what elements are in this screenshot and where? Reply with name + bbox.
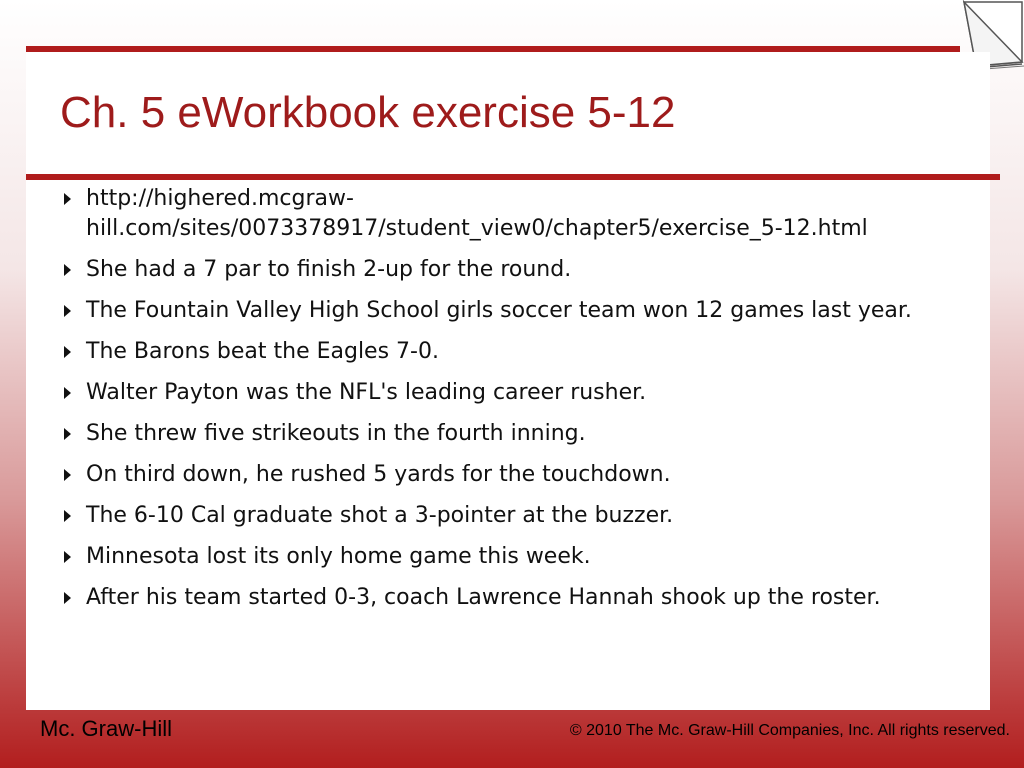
bullet-text: On third down, he rushed 5 yards for the touchdown. xyxy=(86,462,671,487)
triangle-right-icon xyxy=(64,592,71,604)
bullet-item xyxy=(62,501,972,531)
triangle-right-icon xyxy=(64,510,71,522)
bullet-text: The Barons beat the Eagles 7-0. xyxy=(86,339,439,364)
slide-title: Ch. 5 eWorkbook exercise 5-12 xyxy=(60,88,676,137)
bullet-text: After his team started 0-3, coach Lawrence Hannah shook up the roster. xyxy=(86,585,881,610)
title-underline-rule xyxy=(26,174,1000,180)
triangle-right-icon xyxy=(64,264,71,276)
bullet-item xyxy=(62,337,972,367)
bullet-item xyxy=(62,378,972,408)
bullet-item xyxy=(62,255,972,285)
bullet-text: The 6-10 Cal graduate shot a 3-pointer at the buzzer. xyxy=(86,503,674,528)
footer-brand: Mc. Graw-Hill xyxy=(40,716,172,741)
bullet-text: Walter Payton was the NFL's leading career rusher. xyxy=(86,380,647,405)
triangle-right-icon xyxy=(64,428,71,440)
bullet-text: She had a 7 par to finish 2-up for the round. xyxy=(86,257,572,282)
bullet-list xyxy=(62,184,972,624)
triangle-right-icon xyxy=(64,193,71,205)
triangle-right-icon xyxy=(64,346,71,358)
bullet-item xyxy=(62,542,972,572)
bullet-text: She threw five strikeouts in the fourth inning. xyxy=(86,421,586,446)
triangle-right-icon xyxy=(64,469,71,481)
footer-copyright: © 2010 The Mc. Graw-Hill Companies, Inc. All rights reserved. xyxy=(569,722,1010,739)
bullet-text: The Fountain Valley High School girls soccer team won 12 games last year. xyxy=(86,298,912,323)
triangle-right-icon xyxy=(64,305,71,317)
bullet-item-url[interactable] xyxy=(62,184,972,244)
bullet-item xyxy=(62,296,972,326)
bullet-item xyxy=(62,460,972,490)
triangle-right-icon xyxy=(64,387,71,399)
triangle-right-icon xyxy=(64,551,71,563)
bullet-item xyxy=(62,419,972,449)
bullet-item xyxy=(62,583,972,613)
exercise-link[interactable]: http://highered.mcgraw-hill.com/sites/0073378917/student_view0/chapter5/exercise_5-12.html xyxy=(86,186,868,241)
bullet-text: Minnesota lost its only home game this week. xyxy=(86,544,591,569)
